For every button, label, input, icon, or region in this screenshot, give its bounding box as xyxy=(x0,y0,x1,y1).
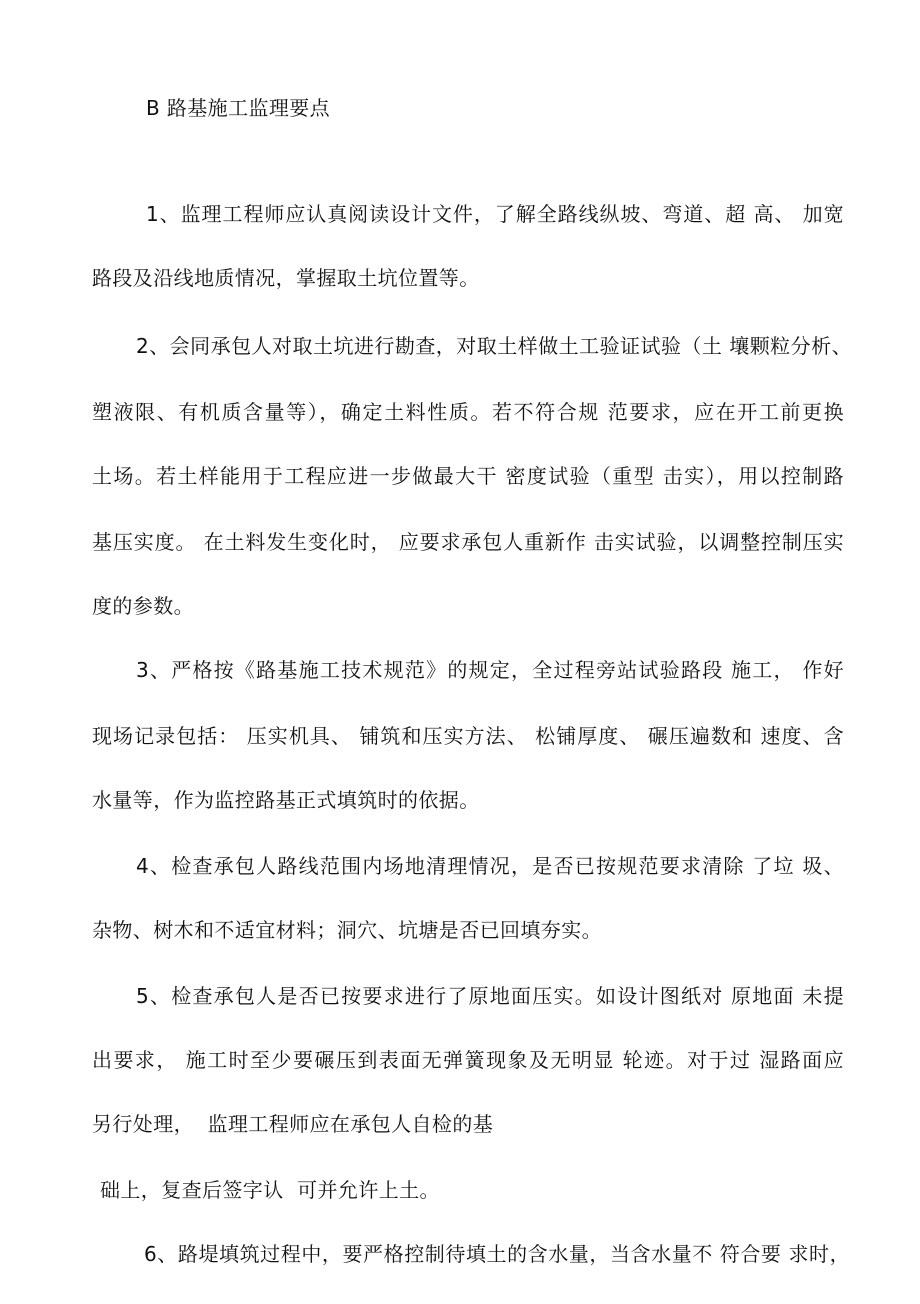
paragraph-2-line-4: 基压实度。 在土料发生变化时， 应要求承包人重新作 击实试验，以调整控制压实 xyxy=(92,530,844,554)
paragraph-6-line-1: 6、路堤填筑过程中，要严格控制待填土的含水量，当含水量不 符合要 求时， xyxy=(144,1242,850,1266)
paragraph-4-line-1: 4、检查承包人路线范围内场地清理情况，是否已按规范要求清除 了垃 圾、 xyxy=(136,854,844,878)
paragraph-5-line-4: 础上，复查后签字认 可并允许上土。 xyxy=(100,1178,440,1202)
paragraph-2-line-1: 2、会同承包人对取土坑进行勘查，对取土样做土工验证试验（土 壤颗粒分析、 xyxy=(136,334,852,358)
paragraph-4-line-2: 杂物、树木和不适宜材料；洞穴、坑塘是否已回填夯实。 xyxy=(92,918,602,942)
paragraph-1-line-1: 1、监理工程师应认真阅读设计文件，了解全路线纵坡、弯道、超 高、 加宽 xyxy=(146,202,844,226)
paragraph-2-line-2: 塑液限、有机质含量等），确定土料性质。若不符合规 范要求，应在开工前更换 xyxy=(92,400,844,424)
paragraph-5-line-1: 5、检查承包人是否已按要求进行了原地面压实。如设计图纸对 原地面 未提 xyxy=(136,984,844,1008)
paragraph-5-line-2: 出要求， 施工时至少要碾压到表面无弹簧现象及无明显 轮迹。对于过 湿路面应 xyxy=(92,1048,844,1072)
paragraph-3-line-3: 水量等，作为监控路基正式填筑时的依据。 xyxy=(92,788,480,812)
paragraph-3-line-1: 3、严格按《路基施工技术规范》的规定，全过程旁站试验路段 施工， 作好 xyxy=(136,658,844,682)
paragraph-2-line-3: 土场。若土样能用于工程应进一步做最大干 密度试验（重型 击实），用以控制路 xyxy=(92,464,844,488)
paragraph-2-line-5: 度的参数。 xyxy=(92,594,194,618)
paragraph-5-line-3: 另行处理， 监理工程师应在承包人自检的基 xyxy=(92,1112,494,1136)
paragraph-3-line-2: 现场记录包括： 压实机具、 铺筑和压实方法、 松铺厚度、 碾压遍数和 速度、含 xyxy=(92,724,844,748)
paragraph-1-line-2: 路段及沿线地质情况，掌握取土坑位置等。 xyxy=(92,266,480,290)
document-title: B 路基施工监理要点 xyxy=(146,96,331,120)
